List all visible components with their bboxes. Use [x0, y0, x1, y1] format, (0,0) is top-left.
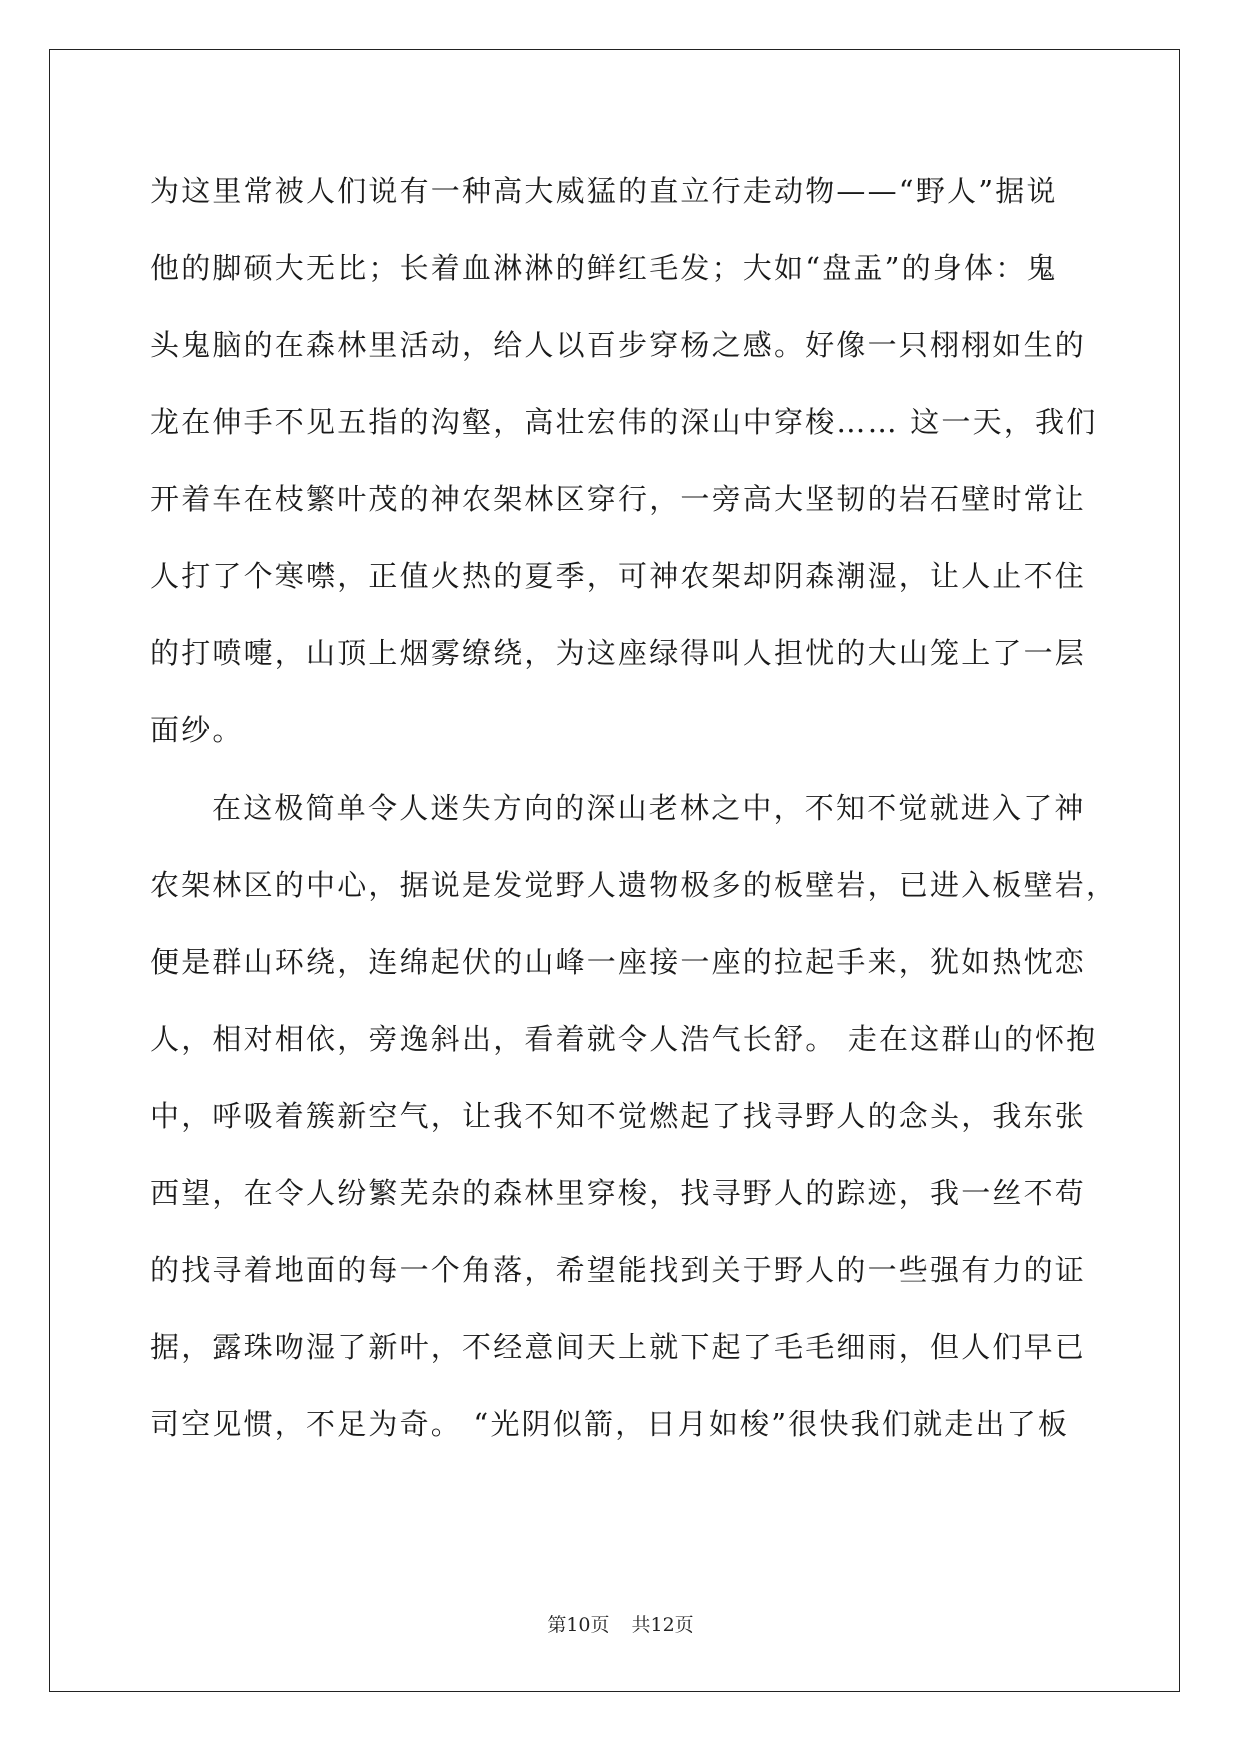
text-line: 中，呼吸着簇新空气，让我不知不觉燃起了找寻野人的念头，我东张 [150, 1099, 1087, 1133]
text-line: 司空见惯，不足为奇。 “光阴似箭，日月如梭”很快我们就走出了板 [150, 1407, 1070, 1441]
text-line: 人打了个寒噤，正值火热的夏季，可神农架却阴森潮湿，让人止不住 [150, 559, 1087, 593]
text-line: 为这里常被人们说有一种高大威猛的直立行走动物——“野人”据说 [150, 174, 1058, 208]
page-total: 共12页 [631, 1614, 694, 1636]
text-line: 农架林区的中心，据说是发觉野人遗物极多的板壁岩，已进入板壁岩， [150, 868, 1118, 902]
text-line: 开着车在枝繁叶茂的神农架林区穿行，一旁高大坚韧的岩石壁时常让 [150, 482, 1087, 516]
text-line: 据，露珠吻湿了新叶，不经意间天上就下起了毛毛细雨，但人们早已 [150, 1330, 1087, 1364]
text-line: 的找寻着地面的每一个角落，希望能找到关于野人的一些强有力的证 [150, 1253, 1087, 1287]
paragraph-1 [150, 166, 1098, 782]
text-line: 头鬼脑的在森林里活动，给人以百步穿杨之感。好像一只栩栩如生的 [150, 328, 1087, 362]
page-number: 第10页 [547, 1614, 610, 1636]
text-line: 面纱。 [150, 713, 244, 747]
text-line: 人，相对相依，旁逸斜出，看着就令人浩气长舒。 走在这群山的怀抱 [150, 1022, 1098, 1056]
paragraph-2 [150, 783, 1118, 1476]
body-text [150, 166, 1118, 1476]
page-footer [0, 1610, 1241, 1637]
text-line: 的打喷嚏，山顶上烟雾缭绕，为这座绿得叫人担忧的大山笼上了一层 [150, 636, 1087, 670]
text-line: 西望，在令人纷繁芜杂的森林里穿梭，找寻野人的踪迹，我一丝不苟 [150, 1176, 1087, 1210]
text-line: 龙在伸手不见五指的沟壑，高壮宏伟的深山中穿梭…… 这一天，我们 [150, 405, 1098, 439]
text-line: 便是群山环绕，连绵起伏的山峰一座接一座的拉起手来，犹如热忱恋 [150, 945, 1087, 979]
text-line: 他的脚硕大无比；长着血淋淋的鲜红毛发；大如“盘盂”的身体：鬼 [150, 251, 1058, 285]
text-line-indented: 在这极简单令人迷失方向的深山老林之中，不知不觉就进入了神 [212, 791, 1086, 825]
